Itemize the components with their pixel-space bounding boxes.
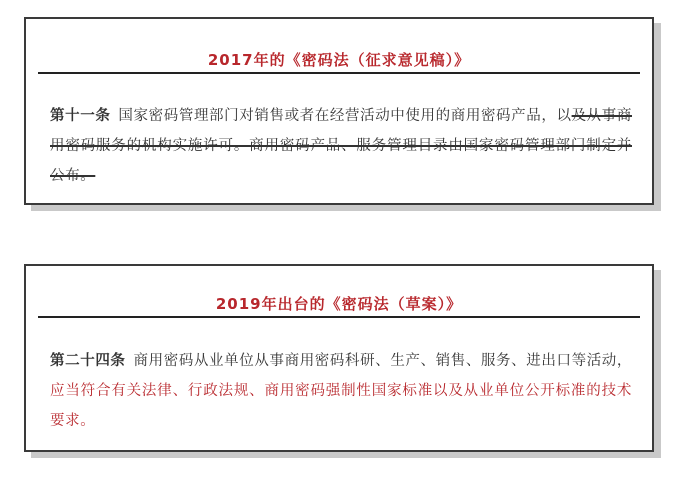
draft-2019-box [24, 264, 654, 452]
title-divider [38, 72, 640, 74]
title-divider [38, 316, 640, 318]
article-plain-text: 国家密码管理部门对销售或者在经营活动中使用的商用密码产品，以 [118, 108, 572, 124]
draft-2017-title: 2017年的《密码法（征求意见稿）》 [207, 51, 471, 69]
struck-through-text: 及从事商用密码服务的机构实施许可。商用密码产品、服务管理目录由国家密码管理部门制定并公布。 [50, 108, 632, 184]
article-number: 第十一条 [50, 108, 111, 124]
article-24-text [50, 346, 632, 436]
highlighted-red-text: 应当符合有关法律、行政法规、商用密码强制性国家标准以及从业单位公开标准的技术要求。 [50, 383, 632, 429]
draft-2017-box [24, 17, 654, 205]
article-number: 第二十四条 [50, 353, 126, 369]
article-11-text [50, 101, 632, 191]
article-plain-text: 商用密码从业单位从事商用密码科研、生产、销售、服务、进出口等活动， [133, 353, 633, 369]
draft-2019-title: 2019年出台的《密码法（草案）》 [215, 295, 463, 313]
